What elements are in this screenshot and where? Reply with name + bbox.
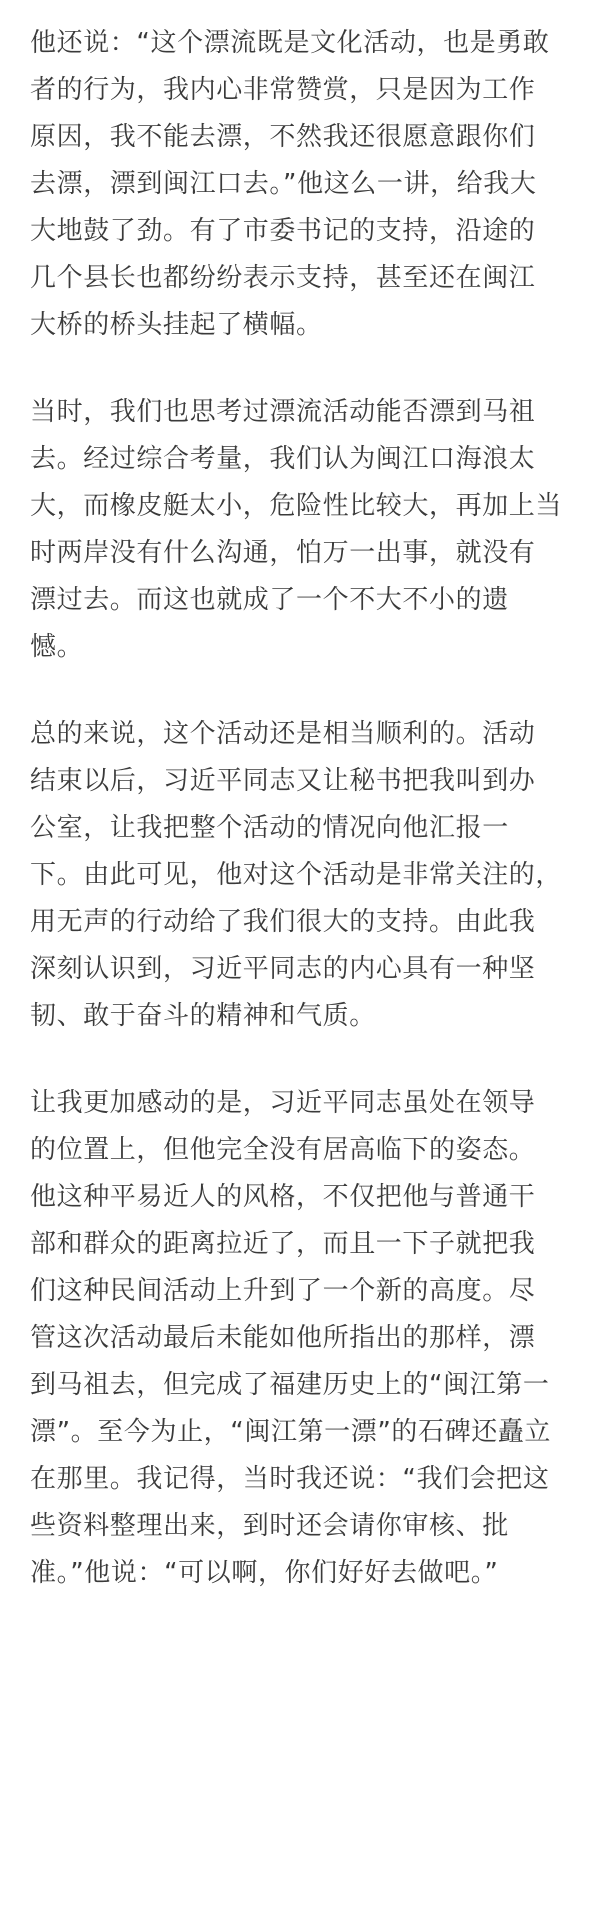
paragraph-line: 当时，我们也思考过漂流活动能否漂到马祖 (30, 397, 536, 427)
paragraph-line: 用无声的行动给了我们很大的支持。由此我 (30, 907, 536, 937)
paragraph-line: 部和群众的距离拉近了，而且一下子就把我 (30, 1229, 536, 1259)
paragraph-line: 大，而橡皮艇太小，危险性比较大，再加上当 (30, 491, 563, 521)
paragraph-3 (30, 711, 570, 1040)
paragraph-line: 他还说：“这个漂流既是文化活动，也是勇敢 (30, 28, 550, 58)
paragraph-line: 大地鼓了劲。有了市委书记的支持，沿途的 (30, 216, 536, 246)
paragraph-line: 总的来说，这个活动还是相当顺利的。活动 (30, 719, 536, 749)
paragraph-line: 漂”。至今为止，“闽江第一漂”的石碑还矗立 (30, 1417, 552, 1447)
paragraph-line: 深刻认识到，习近平同志的内心具有一种坚 (30, 954, 536, 984)
paragraph-line: 的位置上，但他完全没有居高临下的姿态。 (30, 1135, 536, 1165)
paragraph-line: 准。”他说：“可以啊，你们好好去做吧。” (30, 1558, 499, 1588)
paragraph-line: 到马祖去，但完成了福建历史上的“闽江第一 (30, 1370, 550, 1400)
paragraph-line: 时两岸没有什么沟通，怕万一出事，就没有 (30, 538, 536, 568)
paragraph-line: 去。经过综合考量，我们认为闽江口海浪太 (30, 444, 536, 474)
paragraph-4 (30, 1080, 570, 1597)
paragraph-1 (30, 20, 570, 349)
paragraph-line: 在那里。我记得，当时我还说：“我们会把这 (30, 1464, 550, 1494)
paragraph-2 (30, 389, 570, 671)
paragraph-line: 公室，让我把整个活动的情况向他汇报一 (30, 813, 509, 843)
paragraph-line: 结束以后，习近平同志又让秘书把我叫到办 (30, 766, 536, 796)
paragraph-line: 去漂，漂到闽江口去。”他这么一讲，给我大 (30, 169, 537, 199)
paragraph-line: 者的行为，我内心非常赞赏，只是因为工作 (30, 75, 536, 105)
paragraph-line: 些资料整理出来，到时还会请你审核、批 (30, 1511, 509, 1541)
paragraph-line: 们这种民间活动上升到了一个新的高度。尽 (30, 1276, 536, 1306)
paragraph-line: 他这种平易近人的风格，不仅把他与普通干 (30, 1182, 536, 1212)
paragraph-line: 大桥的桥头挂起了横幅。 (30, 310, 323, 340)
paragraph-line: 漂过去。而这也就成了一个不大不小的遗 (30, 585, 509, 615)
paragraph-line: 下。由此可见，他对这个活动是非常关注的， (30, 860, 563, 890)
paragraph-line: 几个县长也都纷纷表示支持，甚至还在闽江 (30, 263, 536, 293)
paragraph-line: 原因，我不能去漂，不然我还很愿意跟你们 (30, 122, 536, 152)
paragraph-line: 憾。 (30, 632, 84, 662)
paragraph-line: 管这次活动最后未能如他所指出的那样，漂 (30, 1323, 536, 1353)
paragraph-line: 韧、敢于奋斗的精神和气质。 (30, 1001, 376, 1031)
paragraph-line: 让我更加感动的是，习近平同志虽处在领导 (30, 1088, 536, 1118)
